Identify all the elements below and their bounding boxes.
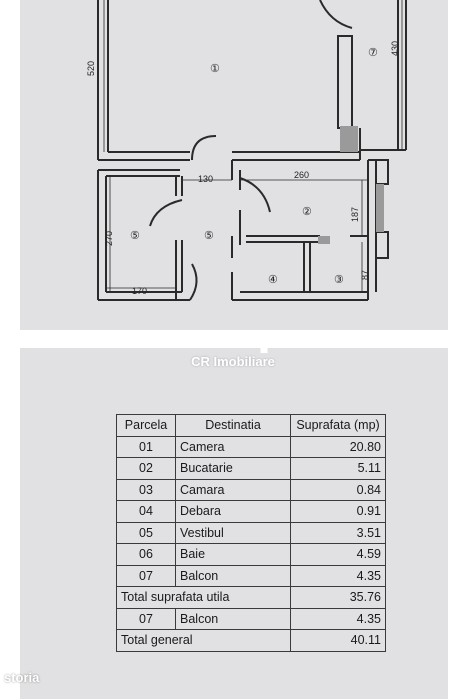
subtotal-row [117,587,386,609]
house-icon [258,342,270,354]
parcel-id: 06 [117,544,176,566]
room-number: ② [302,206,312,218]
window [376,232,388,258]
parcel-area: 0.91 [291,501,386,523]
dimension-label: 87 [360,269,370,280]
door-arc [192,136,216,160]
door-arc [320,0,352,28]
table-row [117,436,386,458]
parcel-id: 02 [117,458,176,480]
total-area: 40.11 [291,630,386,652]
dimension-label: 520 [86,60,96,76]
room-number: ④ [268,274,278,286]
table-row [117,479,386,501]
door-arc [190,264,197,300]
room-number: ⑦ [368,47,378,59]
table-row [117,544,386,566]
parcel-id: 01 [117,436,176,458]
parcel-destination: Bucatarie [176,458,291,480]
parcel-destination: Debara [176,501,291,523]
wall-fill [340,126,358,152]
table-header-row [117,415,386,437]
parcel-area: 0.84 [291,479,386,501]
balcony-door [338,36,352,128]
area-table [116,414,386,652]
parcel-destination: Camara [176,479,291,501]
door-arc [150,200,182,226]
table-row [117,501,386,523]
total-label: Total general [117,630,291,652]
subtotal-area: 35.76 [291,587,386,609]
room-number: ⑤ [204,230,214,242]
parcel-destination: Baie [176,544,291,566]
parcel-area: 4.35 [291,608,386,630]
column-header: Parcela [117,415,176,437]
parcel-id: 07 [117,608,176,630]
dimension-label: 260 [294,170,310,180]
door-arc [240,178,270,212]
room-number: ⑤ [130,230,140,242]
dimension-label: 270 [104,230,114,246]
room-number: ① [210,63,220,75]
parcel-id: 07 [117,565,176,587]
dimension-label: 187 [350,206,360,222]
parcel-area: 4.35 [291,565,386,587]
table-row [117,608,386,630]
wall-fill [318,236,330,244]
parcel-destination: Vestibul [176,522,291,544]
parcel-id: 03 [117,479,176,501]
floor-plan-panel [20,0,448,330]
parcel-id: 04 [117,501,176,523]
parcel-area: 5.11 [291,458,386,480]
room-number: ③ [334,274,344,286]
window [376,160,388,184]
dimension-label: 170 [132,286,148,296]
parcel-destination: Balcon [176,608,291,630]
floor-plan-drawing [20,0,448,330]
column-header: Destinatia [176,415,291,437]
wall-fill [376,184,384,232]
parcel-id: 05 [117,522,176,544]
parcel-destination: Camera [176,436,291,458]
total-row [117,630,386,652]
column-header: Suprafata (mp) [291,415,386,437]
subtotal-label: Total suprafata utila [117,587,291,609]
dimension-label: 130 [198,174,214,184]
brand-logo: storia [4,670,40,685]
parcel-area: 4.59 [291,544,386,566]
watermark: CR Imobiliare [191,354,275,369]
parcel-area: 3.51 [291,522,386,544]
parcel-destination: Balcon [176,565,291,587]
table-row [117,565,386,587]
parcel-area: 20.80 [291,436,386,458]
dimension-label: 430 [390,40,400,56]
table-row [117,522,386,544]
table-row [117,458,386,480]
